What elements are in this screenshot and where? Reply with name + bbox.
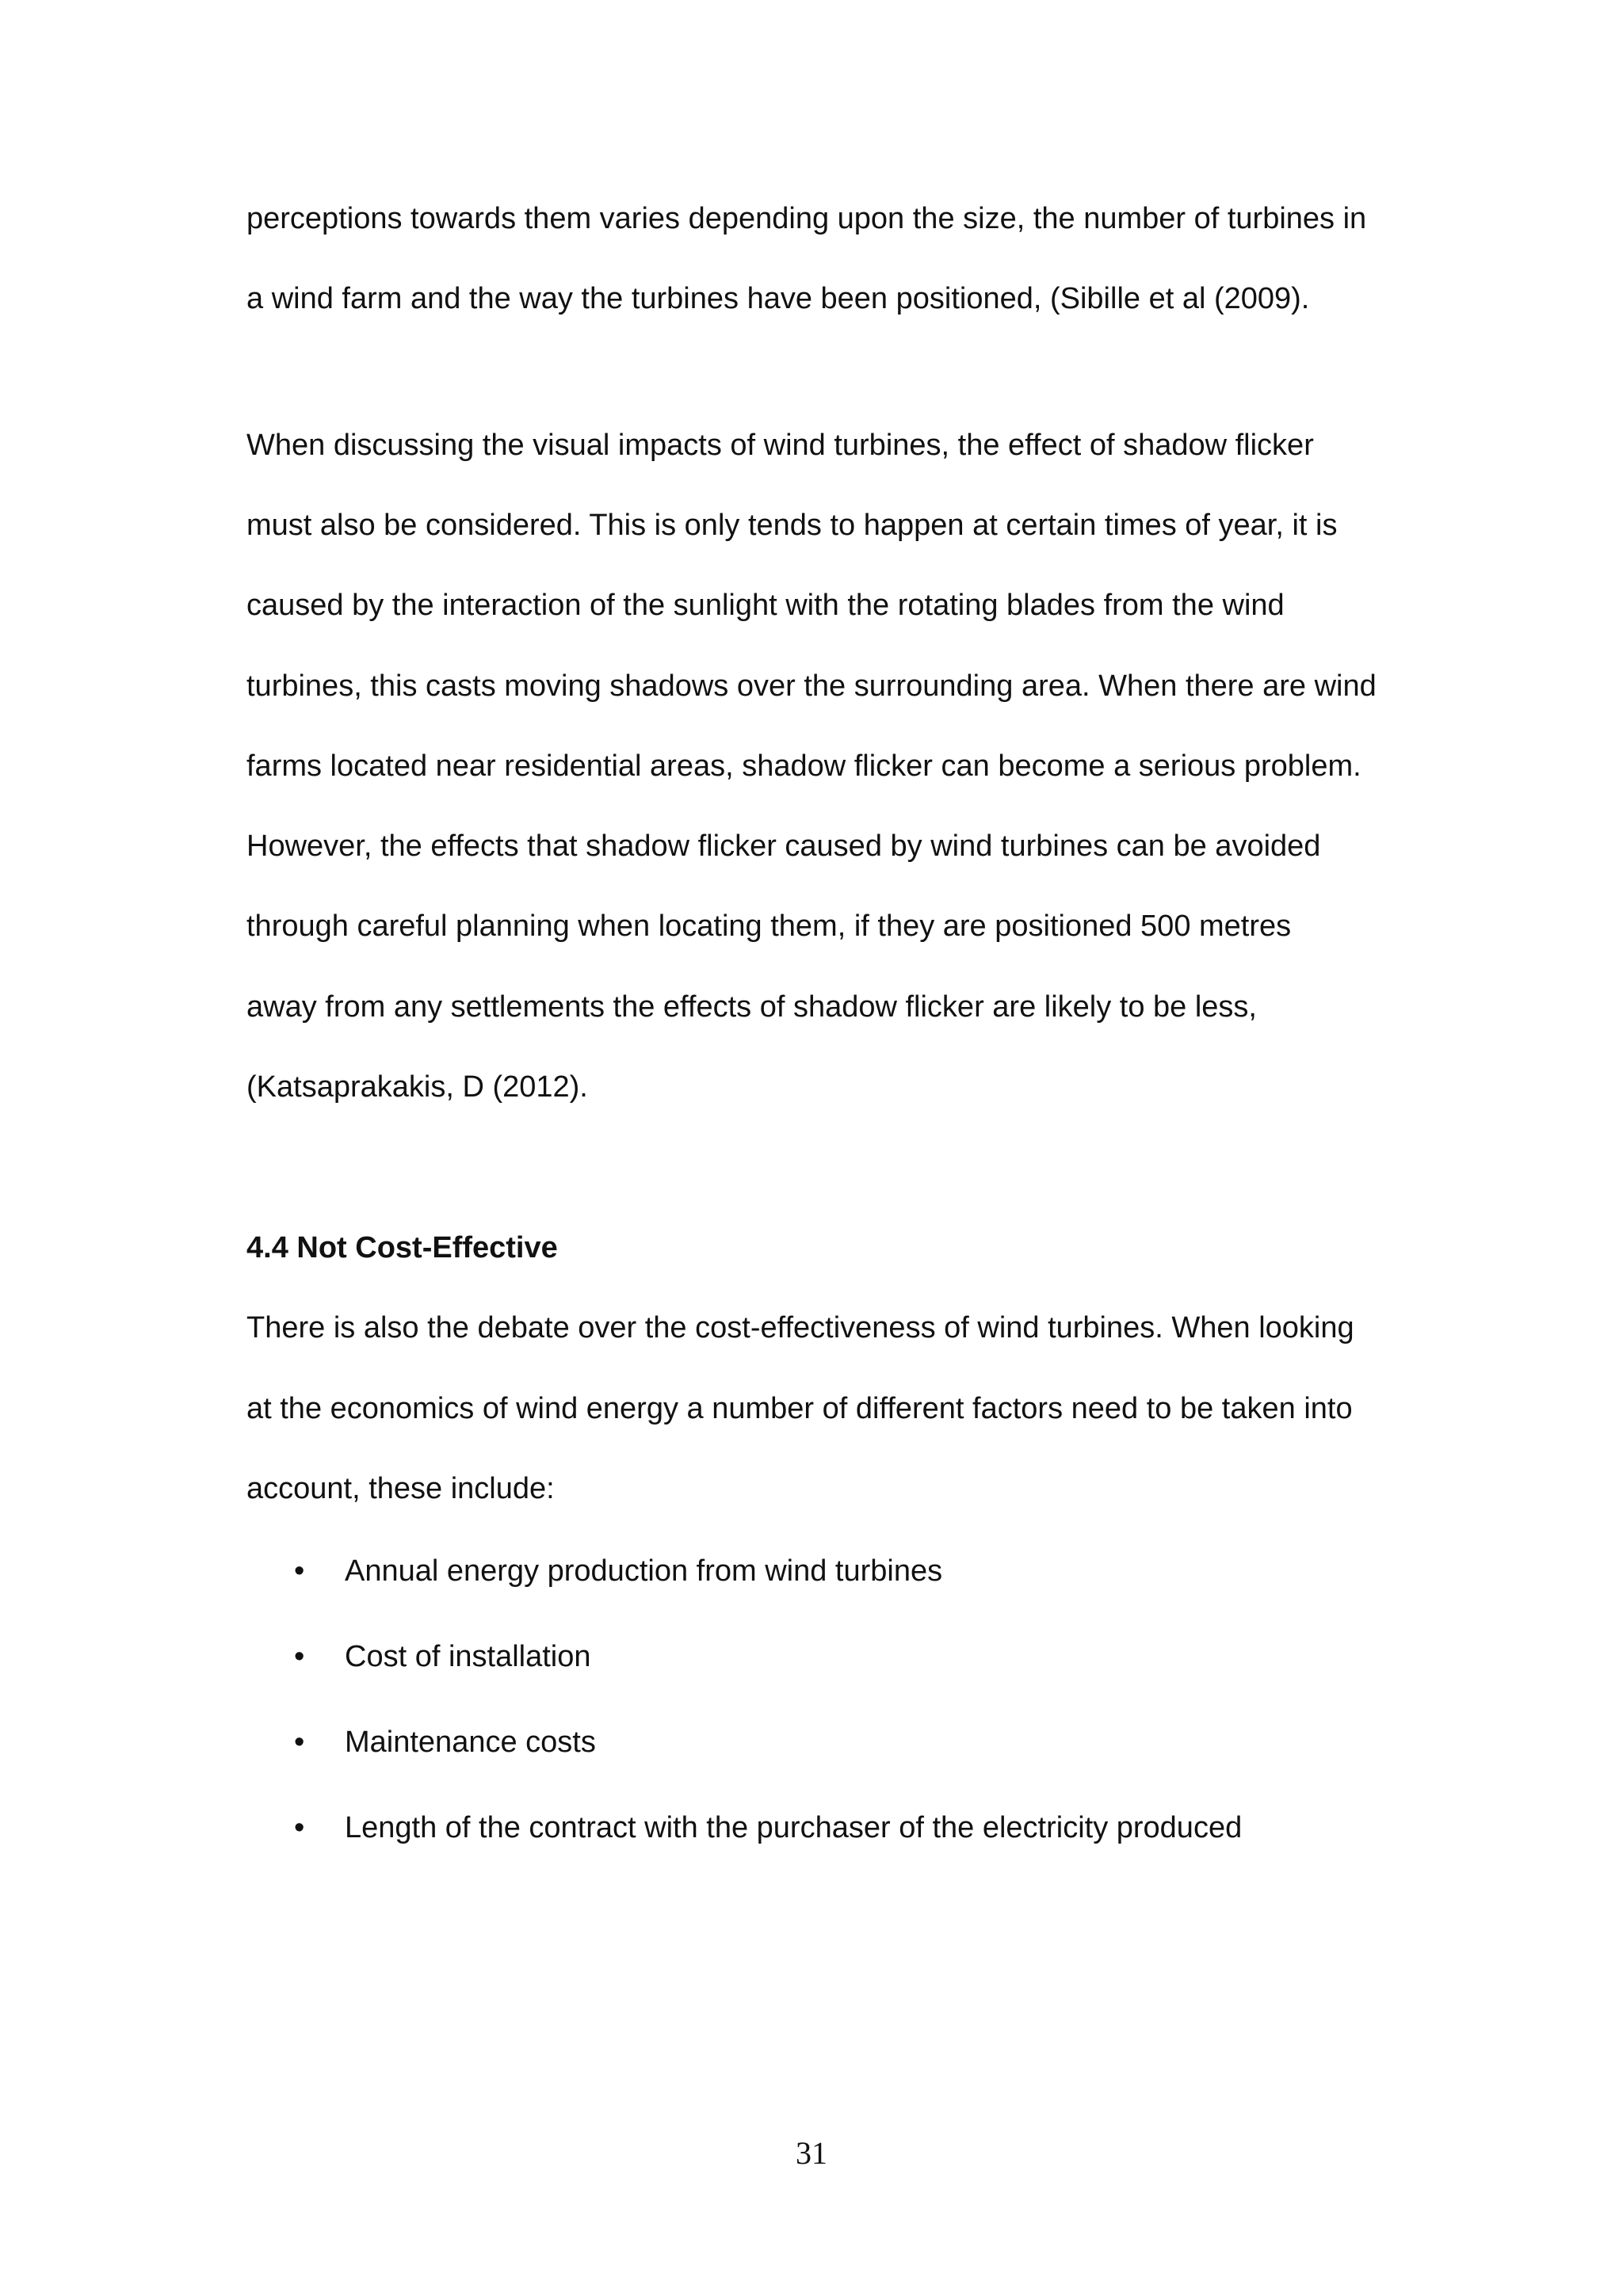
section-heading: 4.4 Not Cost-Effective <box>246 1231 558 1264</box>
bullet-marker: • <box>294 1811 305 1844</box>
list-item: Maintenance costs <box>345 1726 596 1759</box>
paragraph-line: a wind farm and the way the turbines have been positioned, (Sibille et al (2009). <box>246 282 1310 315</box>
bullet-marker: • <box>294 1640 305 1673</box>
paragraph-line: must also be considered. This is only tends to happen at certain times of year, it is <box>246 509 1338 542</box>
list-item: Cost of installation <box>345 1640 591 1673</box>
page-number: 31 <box>796 2135 827 2171</box>
paragraph-line: (Katsaprakakis, D (2012). <box>246 1070 588 1104</box>
paragraph-line: caused by the interaction of the sunlight with the rotating blades from the wind <box>246 589 1285 622</box>
paragraph-line: perceptions towards them varies depending upon the size, the number of turbines in <box>246 202 1367 235</box>
bullet-marker: • <box>294 1726 305 1759</box>
paragraph-line: There is also the debate over the cost-effectiveness of wind turbines. When looking <box>246 1311 1354 1344</box>
paragraph-line: However, the effects that shadow flicker caused by wind turbines can be avoided <box>246 830 1321 863</box>
paragraph-line: account, these include: <box>246 1472 555 1505</box>
paragraph-line: When discussing the visual impacts of wind turbines, the effect of shadow flicker <box>246 429 1314 462</box>
paragraph-line: at the economics of wind energy a number of different factors need to be taken into <box>246 1392 1353 1425</box>
paragraph-line: through careful planning when locating them, if they are positioned 500 metres <box>246 910 1292 943</box>
bullet-marker: • <box>294 1554 305 1588</box>
list-item: Length of the contract with the purchaser of the electricity produced <box>345 1811 1243 1844</box>
paragraph-line: away from any settlements the effects of shadow flicker are likely to be less, <box>246 990 1257 1024</box>
list-item: Annual energy production from wind turbines <box>345 1554 943 1588</box>
paragraph-line: turbines, this casts moving shadows over the surrounding area. When there are wind <box>246 669 1377 703</box>
paragraph-line: farms located near residential areas, shadow flicker can become a serious problem. <box>246 749 1361 783</box>
